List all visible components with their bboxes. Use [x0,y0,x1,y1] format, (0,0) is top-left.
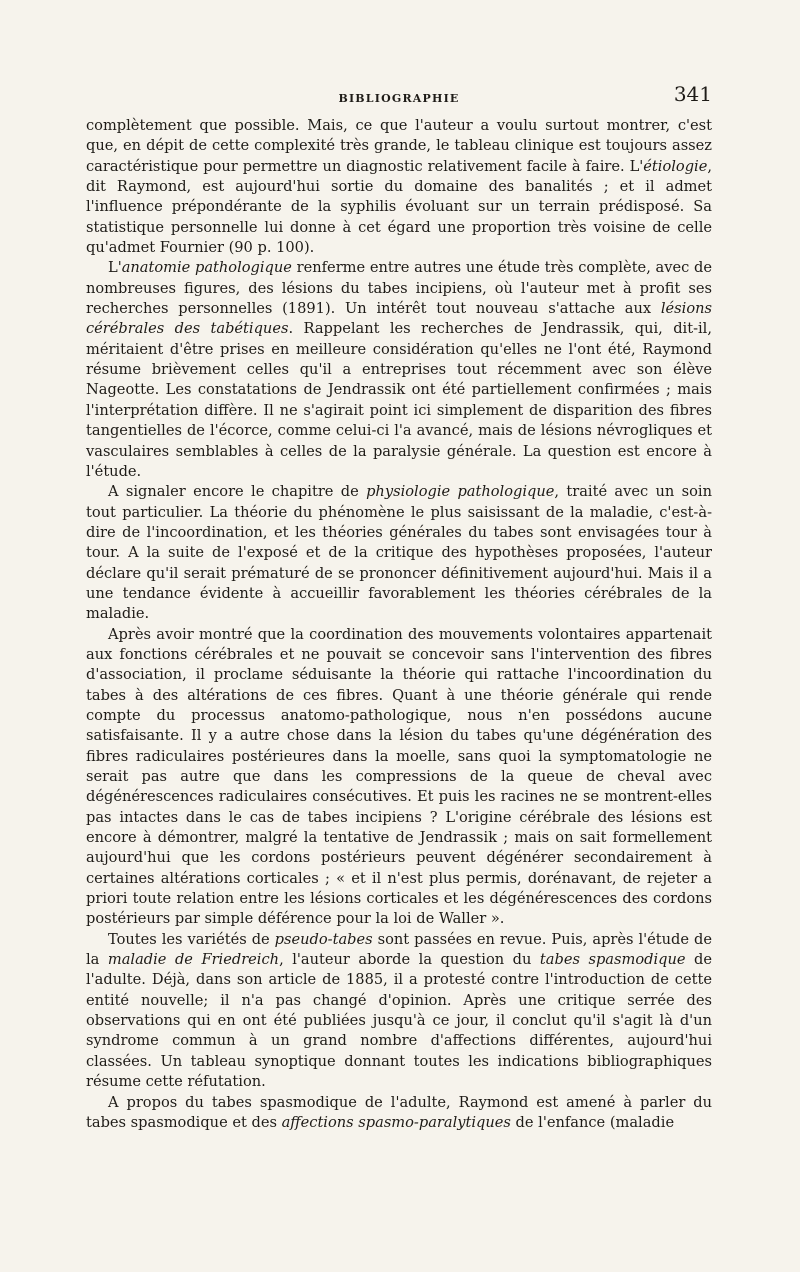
italic-term: tabes spasmodique [539,951,686,969]
paragraph-text: . Rappelant les recherches de Jendrassik, qui, dit-il, méritaient d'être prises en meilleure considération qu'elles ne l'ont été, Raymond résume brièvement celles qu'il a entreprises tout récemment avec son élève Nageotte. Les constatations de Jendrassik ont été partiellement confirmées ; mais l'interprétation diffère. Il ne s'agirait point ici simplement de disparition des fibres tangentielles de l'écorce, comme celui-ci l'a avancé, mais de lésions névrogliques et vasculaires semblables à celles de la paralysie générale. La question est encore à l'étude. [86,320,712,480]
running-head [86,82,712,112]
paragraph-text: de l'adulte. Déjà, dans son article de 1885, il a protesté contre l'introduction de cette entité nouvelle; il n'a pas changé d'opinion. Après une critique serrée des observations qui en ont été publiées jusqu'à ce jour, il conclut qu'il s'agit là d'un syndrome commun à un grand nombre d'affections différentes, aujourd'hui classées. Un tableau synoptique donnant toutes les indications bibliographiques résume cette réfutation. [86,951,713,1091]
paragraph-text: , dit Raymond, est aujourd'hui sortie du domaine des banalités ; et il admet l'influence prépondérante de la syphilis évoluant sur un terrain prédisposé. Sa statistique personnelle lui donne à cet égard une proportion très voisine de celle qu'admet Fournier (90 p. 100). [86,157,712,257]
paragraph-5 [86,930,712,1093]
italic-term: physiologie pathologique [366,483,555,501]
paragraph-text: A signaler encore le chapitre de [108,483,367,501]
paragraph-text: , traité avec un soin tout particulier. La théorie du phénomène le plus saisissant de la maladie, c'est-à-dire de l'incoordination, et les théories générales du tabes sont envisagées tour à tour. A la suite de l'exposé et de la critique des hypothèses proposées, l'auteur déclare qu'il serait prématuré de se prononcer définitivement aujourd'hui. Mais il a une tendance évidente à accueillir favorablement les théories cérébrales de la maladie. [86,483,712,623]
body-text [86,116,712,1133]
paragraph-text: Toutes les variétés de [108,930,275,948]
paragraph-text: L' [108,259,122,277]
paragraph-text: sont passées en revue. Puis, après l'étude de la [86,930,712,969]
paragraph-1 [86,116,712,258]
paragraph-text: complètement que possible. Mais, ce que l'auteur a voulu surtout montrer, c'est que, en dépit de cette complexité très grande, le tableau clinique est toujours assez caractéristique pour permettre un diagnostic relativement facile à faire. L' [86,117,712,175]
running-title: BIBLIOGRAPHIE [338,92,460,105]
paragraph-6 [86,1093,712,1134]
italic-term: lésions cérébrales des tabétiques [86,300,712,338]
page-number: 341 [673,82,712,106]
paragraph-text: A propos du tabes spasmodique de l'adulte, Raymond est amené à parler du tabes spasmodique et des [86,1093,712,1131]
paragraph-text: renferme entre autres une étude très complète, avec de nombreuses figures, des lésions du tabes incipiens, où l'auteur met à profit ses recherches personnelles (1891). Un intérêt tout nouveau s'attache aux [86,259,712,318]
italic-term: pseudo-tabes [274,930,373,948]
paragraph-text: Après avoir montré que la coordination des mouvements volontaires appartenait aux fonctions cérébrales et ne pouvait se concevoir sans l'intervention des fibres d'association, il proclame séduisante la théorie qui rattache l'incoordination du tabes à des altérations de ces fibres. Quant à une théorie générale qui rende compte du processus anatomo-pathologique, nous n'en possédons aucune satisfaisante. Il y a autre chose dans la lésion du tabes qu'une dégénération des fibres radiculaires postérieures dans la moelle, sans quoi la symptomatologie ne serait pas autre que dans les compressions de la queue de cheval avec dégénérescences radiculaires consécutives. Et puis les racines ne se montrent-elles pas intactes dans le cas de tabes incipiens ? L'origine cérébrale des lésions est encore à démontrer, malgré la tentative de Jendrassik ; mais on sait formellement aujourd'hui que les cordons postérieurs peuvent dégénérer secondairement à certaines altérations corticales ; « et il n'est plus permis, dorénavant, de rejeter a priori toute relation entre les lésions corticales et les dégénérescences des cordons postérieurs par simple déférence pour la loi de Waller ». [86,625,712,928]
paragraph-3 [86,482,712,624]
paragraph-text: de l'enfance (maladie [510,1113,675,1131]
italic-term: maladie de Friedreich [107,951,280,969]
italic-term: affections spasmo-paralytiques [281,1113,511,1131]
italic-term: anatomie pathologique [121,259,292,277]
paragraph-2 [86,258,712,482]
paragraph-4 [86,625,712,930]
italic-term: étiologie [643,157,708,175]
paragraph-text: , l'auteur aborde la question du [279,951,540,969]
